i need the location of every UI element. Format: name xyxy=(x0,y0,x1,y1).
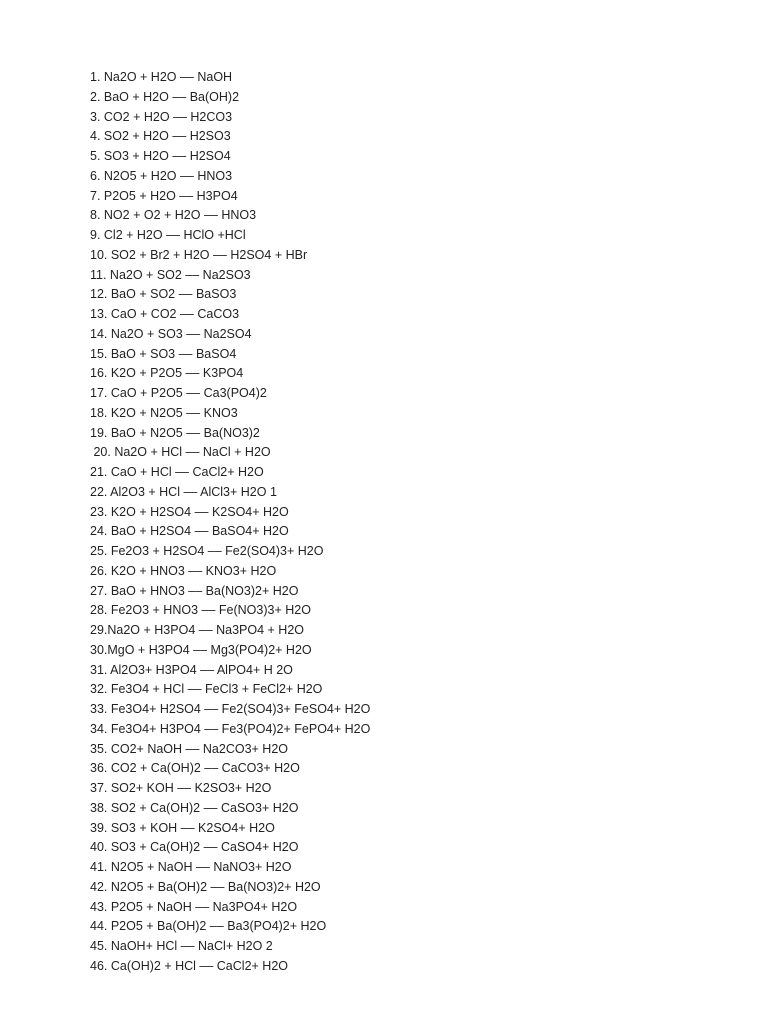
equation-line: 45. NaOH+ HCl –– NaCl+ H2O 2 xyxy=(90,939,273,953)
equation-line: 21. CaO + HCl –– CaCl2+ H2O xyxy=(90,465,264,479)
equation-line: 3. CO2 + H2O –– H2CO3 xyxy=(90,109,233,124)
equation-line: 15. BaO + SO3 –– BaSO4 xyxy=(90,346,237,361)
equation-line: 27. BaO + HNO3 –– Ba(NO3)2+ H2O xyxy=(90,583,299,598)
equation-line: 26. K2O + HNO3 –– KNO3+ H2O xyxy=(90,563,277,578)
equation-line: 22. Al2O3 + HCl –– AlCl3+ H2O 1 xyxy=(90,484,277,499)
equation-line: 18. K2O + N2O5 –– KNO3 xyxy=(90,405,238,420)
equation-line: 4. SO2 + H2O –– H2SO3 xyxy=(90,129,231,144)
equation-line: 14. Na2O + SO3 –– Na2SO4 xyxy=(90,326,252,341)
equation-line: 6. N2O5 + H2O –– HNO3 xyxy=(90,168,233,183)
equation-line: 32. Fe3O4 + HCl –– FeCl3 + FeCl2+ H2O xyxy=(90,682,323,697)
equation-line: 36. CO2 + Ca(OH)2 –– CaCO3+ H2O xyxy=(90,761,300,776)
equation-line: 16. K2O + P2O5 –– K3PO4 xyxy=(90,366,244,381)
equation-line: 46. Ca(OH)2 + HCl –– CaCl2+ H2O xyxy=(90,958,288,973)
equation-line: 34. Fe3O4+ H3PO4 –– Fe3(PO4)2+ FePO4+ H2O xyxy=(90,721,371,736)
equation-line: 11. Na2O + SO2 –– Na2SO3 xyxy=(90,267,251,282)
equation-line: 38. SO2 + Ca(OH)2 –– CaSO3+ H2O xyxy=(90,800,299,815)
equation-line: 13. CaO + CO2 –– CaCO3 xyxy=(90,307,240,321)
equation-line: 28. Fe2O3 + HNO3 –– Fe(NO3)3+ H2O xyxy=(90,603,311,618)
equation-line: 30.MgO + H3PO4 –– Mg3(PO4)2+ H2O xyxy=(90,642,312,657)
equation-line: 33. Fe3O4+ H2SO4 –– Fe2(SO4)3+ FeSO4+ H2O xyxy=(90,702,371,716)
equation-line: 44. P2O5 + Ba(OH)2 –– Ba3(PO4)2+ H2O xyxy=(90,919,327,934)
equation-line: 39. SO3 + KOH –– K2SO4+ H2O xyxy=(90,820,275,835)
equation-line: 29.Na2O + H3PO4 –– Na3PO4 + H2O xyxy=(90,623,305,637)
equation-line: 20. Na2O + HCl –– NaCl + H2O xyxy=(90,445,271,460)
equation-line: 25. Fe2O3 + H2SO4 –– Fe2(SO4)3+ H2O xyxy=(90,544,324,558)
equation-line: 37. SO2+ KOH –– K2SO3+ H2O xyxy=(90,781,272,795)
equation-line: 19. BaO + N2O5 –– Ba(NO3)2 xyxy=(90,425,260,440)
equation-line: 23. K2O + H2SO4 –– K2SO4+ H2O xyxy=(90,504,289,519)
equation-line: 43. P2O5 + NaOH –– Na3PO4+ H2O xyxy=(90,899,298,914)
equation-line: 8. NO2 + O2 + H2O –– HNO3 xyxy=(90,208,257,223)
equation-line: 40. SO3 + Ca(OH)2 –– CaSO4+ H2O xyxy=(90,840,299,855)
equation-line: 31. Al2O3+ H3PO4 –– AlPO4+ H 2O xyxy=(90,662,293,677)
equation-line: 12. BaO + SO2 –– BaSO3 xyxy=(90,287,237,302)
equation-line: 5. SO3 + H2O –– H2SO4 xyxy=(90,149,231,163)
equation-line: 2. BaO + H2O –– Ba(OH)2 xyxy=(90,89,240,104)
equation-list xyxy=(90,68,370,977)
equation-line: 10. SO2 + Br2 + H2O –– H2SO4 + HBr xyxy=(90,247,308,262)
equation-line: 42. N2O5 + Ba(OH)2 –– Ba(NO3)2+ H2O xyxy=(90,879,321,894)
equation-line: 9. Cl2 + H2O –– HClO +HCl xyxy=(90,228,246,242)
equation-line: 35. CO2+ NaOH –– Na2CO3+ H2O xyxy=(90,741,289,756)
equation-line: 24. BaO + H2SO4 –– BaSO4+ H2O xyxy=(90,524,289,539)
equation-line: 1. Na2O + H2O –– NaOH xyxy=(90,70,233,84)
equation-line: 7. P2O5 + H2O –– H3PO4 xyxy=(90,188,238,203)
equation-line: 17. CaO + P2O5 –– Ca3(PO4)2 xyxy=(90,386,267,400)
equation-line: 41. N2O5 + NaOH –– NaNO3+ H2O xyxy=(90,860,292,874)
